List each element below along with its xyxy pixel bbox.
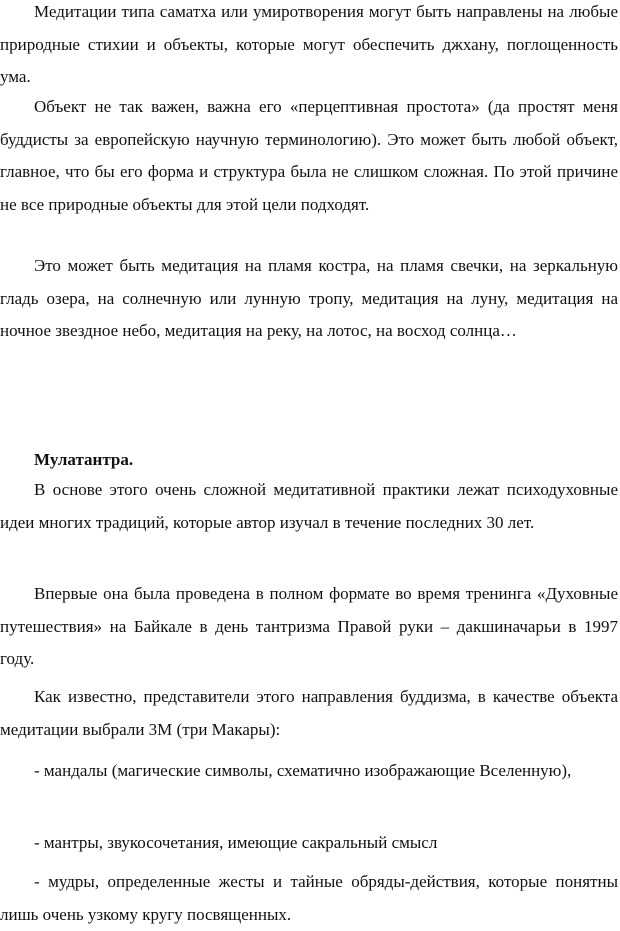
paragraph-three-makaras: Как известно, представители этого направления буддизма, в качестве объекта медитации выбрали 3М (три Макары): xyxy=(0,687,618,739)
paragraph-basis: В основе этого очень сложной медитативной практики лежат психодуховные идеи многих традиций, которые автор изучал в течение последних 30 лет. xyxy=(0,480,618,532)
paragraph-samatha: Медитации типа саматха или умиротворения могут быть направлены на любые природные стихии и объекты, которые могут обеспечить джхану, поглощенность ума. xyxy=(0,2,618,86)
paragraph-meditation-list: Это может быть медитация на пламя костра, на пламя свечки, на зеркальную гладь озера, на солнечную или лунную тропу, медитация на луну, медитация на ночное звездное небо, медитация на реку, на лотос, на восход солнца… xyxy=(0,256,618,340)
section-heading: Мулатантра. xyxy=(34,450,134,469)
list-item-mudras: - мудры, определенные жесты и тайные обряды-действия, которые понятны лишь очень узкому кругу посвященных. xyxy=(0,872,618,924)
list-item-mandalas: - мандалы (магические символы, схематично изображающие Вселенную), xyxy=(34,761,572,780)
paragraph-object: Объект не так важен, важна его «перцептивная простота» (да простят меня буддисты за европейскую научную терминологию). Это может быть любой объект, главное, что бы его форма и структура была не слишком сложная. По этой причине не все природные объекты для этой цели подходят. xyxy=(0,97,618,214)
paragraph-first-time: Впервые она была проведена в полном формате во время тренинга «Духовные путешествия» на Байкале в день тантризма Правой руки – дакшиначарьи в 1997 году. xyxy=(0,584,618,668)
list-item-mantras: - мантры, звукосочетания, имеющие сакральный смысл xyxy=(34,833,438,852)
